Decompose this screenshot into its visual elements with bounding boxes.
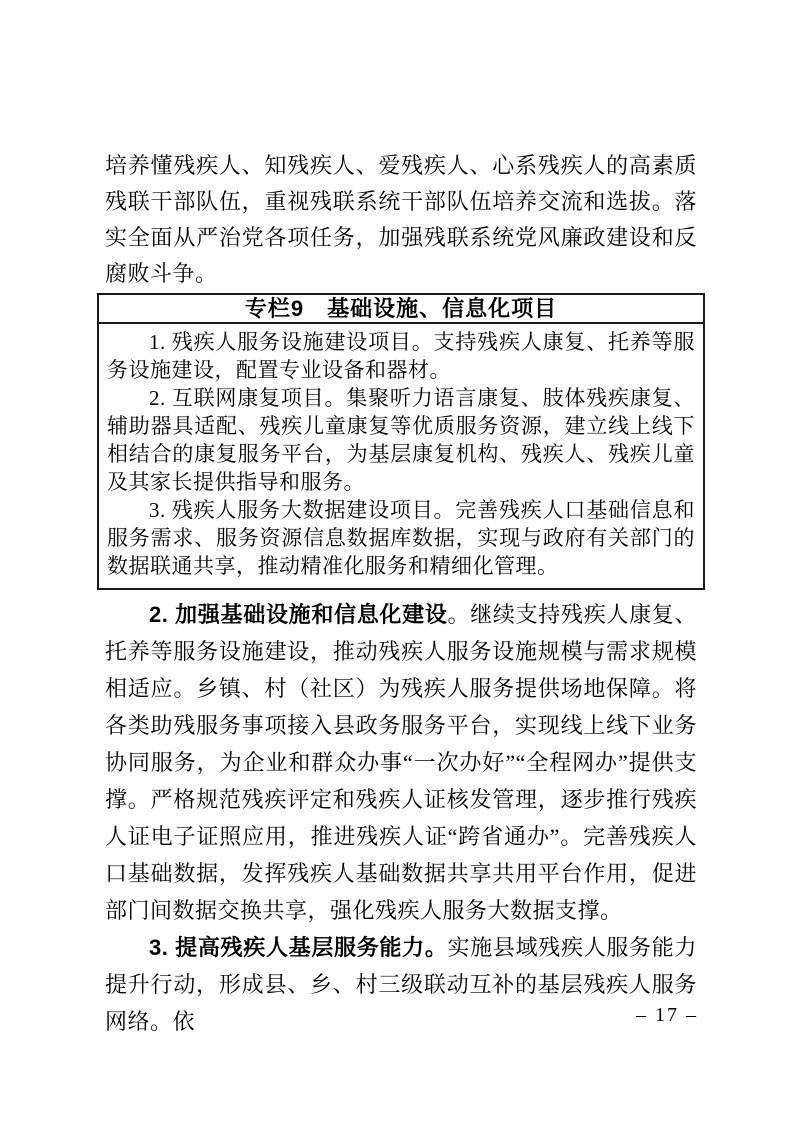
paragraph-2-lead: 2. 加强基础设施和信息化建设	[149, 602, 448, 627]
box-item-1: 1. 残疾人服务设施建设项目。支持残疾人康复、托养等服务设施建设，配置专业设备和器材。	[107, 330, 695, 382]
paragraph-3	[105, 929, 697, 1040]
page-number: – 17 –	[636, 1004, 698, 1026]
paragraph-2-body: 。继续支持残疾人康复、托养等服务设施建设，推动残疾人服务设施规模与需求规模相适应。乡镇、村（社区）为残疾人服务提供场地保障。将各类助残服务事项接入县政务服务平台，实现线上线下业务协同服务，为企业和群众办事“一次办好”“全程网办”提供支撑。严格规范残疾评定和残疾人证核发管理，逐步推行残疾人证电子证照应用，推进残疾人证“跨省通办”。完善残疾人口基础数据，发挥残疾人基础数据共享共用平台作用，促进部门间数据交换共享，强化残疾人服务大数据支撑。	[105, 602, 697, 923]
text-column	[105, 148, 697, 1040]
paragraph-3-lead: 3. 提高残疾人基层服务能力。	[149, 935, 448, 960]
paragraph-2	[105, 596, 697, 929]
column-box-9	[97, 293, 705, 590]
paragraph-3-body: 实施县域残疾人服务能力提升行动，形成县、乡、村三级联动互补的基层残疾人服务网络。依	[105, 935, 697, 1034]
paragraph-intro: 培养懂残疾人、知残疾人、爱残疾人、心系残疾人的高素质残联干部队伍，重视残联系统干部队伍培养交流和选拔。落实全面从严治党各项任务，加强残联系统党风廉政建设和反腐败斗争。	[105, 153, 697, 286]
box-item-2: 2. 互联网康复项目。集聚听力语言康复、肢体残疾康复、辅助器具适配、残疾儿童康复等优质服务资源，建立线上线下相结合的康复服务平台，为基层康复机构、残疾人、残疾儿童及其家长提供指导和服务。	[107, 386, 695, 494]
column-box-title: 专栏9 基础设施、信息化项目	[99, 295, 703, 324]
box-item-3: 3. 残疾人服务大数据建设项目。完善残疾人口基础信息和服务需求、服务资源信息数据库数据，实现与政府有关部门的数据联通共享，推动精准化服务和精细化管理。	[107, 498, 695, 578]
column-box-body	[99, 324, 703, 588]
